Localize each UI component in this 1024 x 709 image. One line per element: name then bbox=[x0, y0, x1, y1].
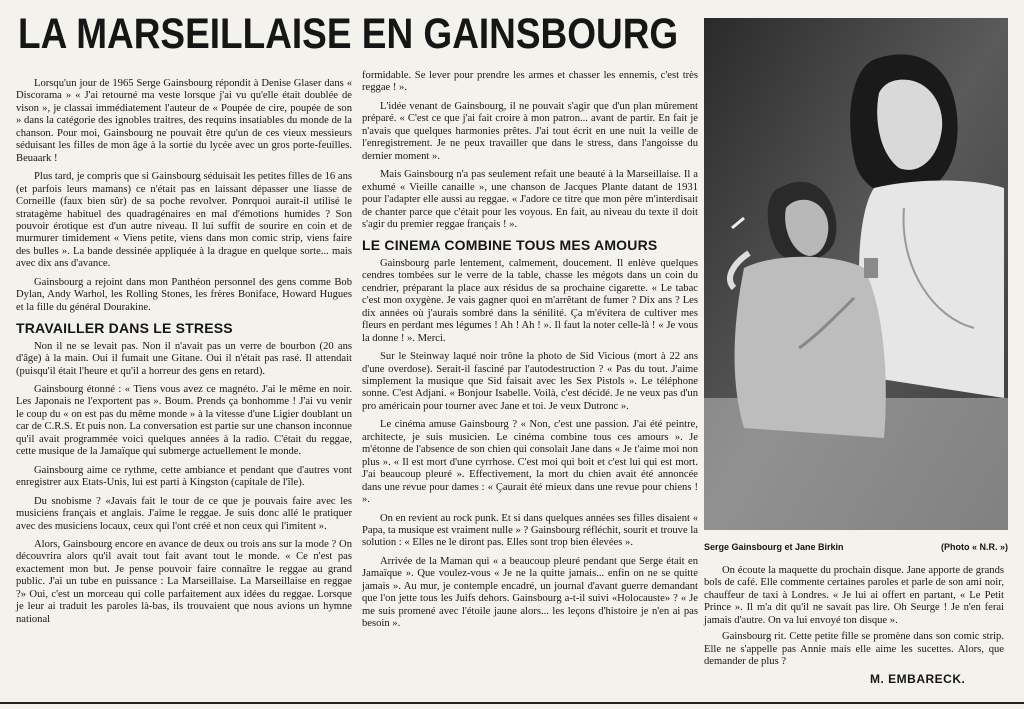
paragraph: L'idée venant de Gainsbourg, il ne pouvait s'agir que d'un plan mûrement préparé. « C'est ce que j'ai fait croire à mon patron... avant de partir. En fait je n'avais que quelques harmonies prêtes. J'ai tout écrit en une nuit la veille de l'enregistrement. Je ne peux travailler que dans le stress, dans l'angoisse du dernier moment ». bbox=[362, 100, 698, 162]
paragraph: Mais Gainsbourg n'a pas seulement refait une beauté à la Marseillaise. Il a exhumé « Vieille canaille », une chanson de Jacques Plante datant de 1931 pour l'adapter elle aussi au reggae. « J'adore ce titre que mon père m'interdisait de chanter parce que c'était pour les voyous. En fait, au niveau du texte il doit s'agir du premier reggae français ! ». bbox=[362, 169, 698, 230]
section-heading: LE CINEMA COMBINE TOUS MES AMOURS bbox=[362, 237, 658, 254]
paragraph: Non il ne se levait pas. Non il n'avait pas un verre de bourbon (20 ans d'âge) à la main. Oui il fumait une Gitane. Oui il n'était pas rasé. Il attendait (puisqu'il était l'heure et qu'il a horreur des gens en retard). bbox=[16, 340, 352, 377]
column-2 bbox=[362, 70, 698, 637]
paragraph: Gainsbourg aime ce rythme, cette ambiance et pendant que d'autres vont enregistrer aux Etats-Unis, lui est parti à Kingston (capitale de l'île). bbox=[16, 464, 352, 489]
paragraph: formidable. Se lever pour prendre les armes et chasser les ennemis, c'est très reggae ! ». bbox=[362, 70, 698, 94]
paragraph: Du snobisme ? «Javais fait le tour de ce que je pouvais faire avec les musiciens français et anglais. J'aime le reggae. Je suis donc allé le pratiquer avec des musiciens locaux, ceux qui l'ont créé et non ceux qui l'imitent ». bbox=[16, 495, 352, 532]
photo-gainsbourg-birkin bbox=[704, 18, 1008, 530]
paragraph: On écoute la maquette du prochain disque. Jane apporte de grands bols de café. Elle commente certaines paroles et parle de son ami noir, chauffeur de taxi à Londres. « Je lui ai offert en partant, « Le Petit Prince ». Il m'a dit qu'il ne savait pas lire. Oh Seurge ! Je n'en ferai jamais d'autre. On va lui envoyé ton disque ». bbox=[704, 565, 1004, 626]
photo-caption bbox=[704, 542, 1008, 552]
caption-text: Serge Gainsbourg et Jane Birkin bbox=[704, 542, 844, 552]
paragraph: On en revient au rock punk. Et si dans quelques années ses filles disaient « Papa, ta musique est vraiment nulle » ? Gainsbourg réfléchit, sourit et trouve la solution : « Elles ne le diront pas. Elles sont trop bien élevées ». bbox=[362, 512, 698, 549]
paragraph: Gainsbourg rit. Cette petite fille se promène dans son comic strip. Elle ne s'appelle pas Annie mais elle aime les sucettes. Alors, que demander de plus ? bbox=[704, 631, 1004, 668]
paragraph: Plus tard, je compris que si Gainsbourg séduisait les petites filles de 16 ans (et parfois leurs mamans) ce n'était pas en laissant dépasser une liasse de Corneille (faux bien sûr) de sa poche revolver. Ponrquoi aurait-il utilisé le stratagème habituel des quadragénaires en mal d'émotions humides ? Son pouvoir érotique est d'un autre niveau. Il lui suffit de sourire en coin et de murmurer timidement « Viens petite, viens dans mon comic strip, viens faire des bulles ». La bande dessinée appliquée à la drague en quelque sorte... mais avec dix ans d'avance. bbox=[16, 171, 352, 270]
column-3 bbox=[704, 565, 1004, 673]
paragraph: Gainsbourg étonné : « Tiens vous avez ce magnéto. J'ai le même en noir. Les Japonais ne l'exportent pas ». Boum. Prends ça bonhomme ! J'ai vu venir le coup du « on est pas du même monde » à la vitesse d'une Ligier doublant un car de C.R.S. Et puis non. La conversation est partie sur une chanson inconnue qu'il avait programmée voici quelques années à la radio. C'était du reggae, cette musique de la Jamaïque qui submerge actuellement le monde. bbox=[16, 383, 352, 458]
column-1 bbox=[16, 78, 352, 632]
article-title: LA MARSEILLAISE EN GAINSBOURG bbox=[18, 10, 679, 58]
section-heading: TRAVAILLER DANS LE STRESS bbox=[16, 320, 233, 337]
photo-credit: (Photo « N.R. ») bbox=[941, 542, 1008, 552]
photo-illustration bbox=[704, 18, 1008, 530]
paragraph: Lorsqu'un jour de 1965 Serge Gainsbourg répondit à Denise Glaser dans « Discorama » « J'ai retourné ma veste lorsque j'ai vu qu'elle était doublée de vison », je classai immédiatement l'auteur de « Poupée de cire, poupée de son » dans la catégorie des ignobles traitres, des requins insatiables du monde de la chanson. Pour moi, Gainsbourg ne pouvait être qu'un de ces vieux messieurs séduisant les filles de mon âge à la sortie du lycée avec un gros porte-feuilles. Beuaark ! bbox=[16, 78, 352, 164]
paragraph: Gainsbourg parle lentement, calmement, doucement. Il enlève quelques cendres tombées sur le verre de la table, chasse les mégots dans un coin du cendrier, préparant la place aux résidus de sa prochaine cigarette. « Le tabac c'est mon oxygène. Je vais gagner quoi en m'arrêtant de fumer ? Dix ans ? Les dix années où j'aurais sombré dans la sénilité. Ça m'évitera de cultiver mes fleurs en perdant mes légumes ! Ah ! Ah ! ». Il faut la noter celle-là ! « Je vous la donne ! ». Merci. bbox=[362, 257, 698, 344]
paragraph: Arrivée de la Maman qui « a beaucoup pleuré pendant que Serge était en Jamaïque ». Que voulez-vous « Je ne la quitte jamais... enfin on ne se quitte jamais ». Au mur, je contemple encadré, un journal d'avant guerre demandant que l'on jette tous les Juifs dehors. Gainsbourg a-t-il suivi «Holocauste» ? « Je me suis promené avec l'étoile jaune alors... les leçons d'histoire je n'en ai pas besoin ». bbox=[362, 555, 698, 630]
author-signature: M. EMBARECK. bbox=[870, 672, 966, 686]
paragraph: Gainsbourg a rejoint dans mon Panthéon personnel des gens comme Bob Dylan, Andy Warhol, les Rolling Stones, les frères Boniface, Howard Hugues et la fille du général Dourakine. bbox=[16, 276, 352, 313]
bottom-rule bbox=[0, 702, 1024, 704]
paragraph: Le cinéma amuse Gainsbourg ? « Non, c'est une passion. J'ai été peintre, architecte, je suis musicien. Le cinéma combine tous ces amours ». Je m'étonne de l'absence de son chien qui consolait Jane dans « Je t'aime moi non plus ». « Il est mort d'une cyrrhose. C'est moi qui boit et c'est lui qui est mort. J'ai beaucoup pleuré ». Effectivement, la mort du chien avait été annoncée dans une revue pour dames : « Çaurait été mieux dans une revue pour chiens ! ». bbox=[362, 419, 698, 506]
paragraph: Alors, Gainsbourg encore en avance de deux ou trois ans sur la mode ? On découvrira alors qu'il avait tout fait avant tout le monde. « Ce n'est pas exactement mon but. Je pense pouvoir faire connaître le reggae au grand public. J'ai un tube en puissance : La Marseillaise. La Marseillaise en reggae ?» Oui, c'est un morceau qui colle parfaitement aux idées du reggae. Lorsque je leur ai traduit les paroles là-bas, ils trouvaient que nous avions un hymne national bbox=[16, 538, 352, 625]
paragraph: Sur le Steinway laqué noir trône la photo de Sid Vicious (mort à 22 ans d'une overdose). Serait-il fasciné par l'autodestruction ? « Pas du tout. J'aime simplement la musique que Sid faisait avec les Sex Pistols ». Le téléphone sonne. C'est Adjani. « Bonjour Isabelle. Voilà, c'est décidé. Je ne veux pas d'un pro américain pour tourner avec Jane et toi. Je veux Dutronc ». bbox=[362, 351, 698, 412]
